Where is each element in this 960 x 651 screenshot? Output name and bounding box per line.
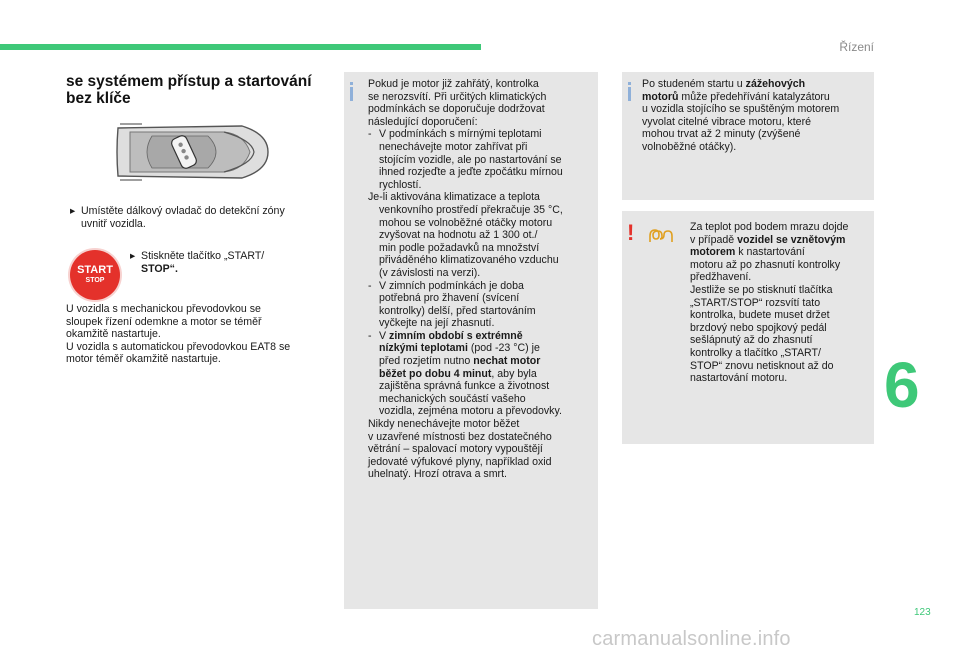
text-line: vyčkejte na její zhasnutí. [379,317,495,330]
text-line: zvyšovat na hodnotu až 1 300 ot./ [379,229,538,242]
chapter-number: 6 [884,349,920,421]
text-line: mohou se volnoběžné otáčky motoru [379,216,553,229]
bold-run: zimním období s extrémně [389,329,523,342]
text-line: Pokud je motor již zahřátý, kontrolka [368,78,539,90]
page-number: 123 [914,607,931,618]
info-box-warm-engine-text [368,78,596,481]
text-run: může předehřívání katalyzátoru [678,90,830,103]
bold-run: nechat motor [473,355,541,368]
warning-icon: ! [627,220,635,245]
paragraph-line: U vozidla s mechanickou převodovkou se [66,303,261,315]
bullet-arrow-icon: ▸ [130,250,136,262]
text-line: přiváděného klimatizovaného vzduchu [379,254,559,267]
text-line: uhelnatý. Hrozí otrava a smrt. [368,468,507,481]
text-line: kontrolka, budete muset držet [690,309,830,322]
list-item: - V podmínkách s mírnými teplotami nenechávejte motor zahřívat při stojícím vozidle, ale po nastartování se ihned rozjeďte a jeďte zpočátku mírnou rychlostí. [368,128,563,191]
text-line: kontrolky) delší, před startováním [379,304,536,317]
text-line: podmínkách se doporučuje dodržovat [368,103,545,116]
step-press-start [130,250,264,275]
list-item: - V zimním období s extrémně nízkými teplotami (pod -23 °C) je před rozjetím nutno nechat motor běžet po dobu 4 minut, aby byla zajištěna správná funkce a životnost mechanických součástí vašeho vozidla, zejména motoru a převodovky. [368,329,562,418]
text-line: nenechávejte motor zahřívat při [379,140,528,153]
stop-label: STOP [85,277,105,284]
text-run: k nastartování [735,246,805,259]
text-line: (v závislosti na verzi). [379,266,481,279]
text-line: větrání – spalovací motory vypouštějí [368,443,543,456]
info-icon [628,87,631,101]
info-icon [350,87,353,101]
warning-box-diesel-engine-text [690,221,872,385]
text-run: (pod -23 °C) je [467,342,540,355]
text-line: min podle požadavků na množství [379,241,540,254]
list-item: - V zimních podmínkách je doba potřebná pro žhavení (svícení kontrolky) delší, před startováním vyčkejte na její zhasnutí. [368,279,536,330]
text-line: motoru až po zhasnutí kontrolky [690,258,841,271]
text-line: následující doporučení: [368,115,478,128]
text-line: vyvolat citelné vibrace motoru, které [642,115,811,128]
text-run: před rozjetím nutno [379,355,474,368]
text-line: Za teplot pod bodem mrazu dojde [690,221,849,233]
text-line: ihned rozjeďte a jeďte zpočátku mírnou [379,166,563,179]
bullet-arrow-icon: ▸ [70,205,76,217]
text-line: vozidla, zejména motoru a převodovky. [379,405,562,418]
bold-run: zážehových [745,78,806,90]
text-line: u vozidla stojícího se spuštěným motorem [642,103,840,116]
step1-line-1: Umístěte dálkový ovladač do detekční zóny [81,205,285,217]
section-title: Řízení [839,40,874,54]
text-line: volnoběžné otáčky). [642,140,737,153]
text-run: v případě [690,233,738,246]
text-line: STOP“ znovu netisknout až do [690,359,834,372]
heading-line-2: bez klíče [66,90,131,107]
text-line: kontrolky a tlačítko „START/ [690,346,821,359]
bold-run: běžet po dobu 4 minut [379,367,492,380]
text-line: brzdový nebo spojkový pedál [690,321,827,334]
text-line: rychlostí. [379,178,422,191]
watermark: carmanualsonline.info [592,628,791,650]
page-heading [66,73,336,107]
text-line: v uzavřené místnosti bez dostatečného [368,430,552,443]
text-line: se nerozsvítí. Při určitých klimatických [368,90,547,103]
text-line: V podmínkách s mírnými teplotami [379,128,542,141]
text-line: mechanických součástí vašeho [379,392,526,405]
text-line: „START/STOP“ rozsvítí tato [690,296,821,309]
paragraph-line: U vozidla s automatickou převodovkou EAT8 se [66,340,291,353]
step-place-key [70,205,285,230]
step1-line-2: uvnitř vozidla. [81,217,146,230]
text-line: mohou trvat až 2 minuty (zvýšené [642,128,801,141]
text-line: venkovního prostředí překračuje 35 °C, [379,203,563,216]
text-line: potřebná pro žhavení (svícení [379,292,520,305]
info-box-petrol-engine-text [642,78,872,154]
text-line: zajištěna správná funkce a životnost [379,380,550,393]
step2-line-1: Stiskněte tlačítko „START/ [141,250,265,262]
text-line: jedovaté výfukové plyny, například oxid [368,455,552,468]
step2-line-2: STOP“. [141,262,178,275]
heading-line-1: se systémem přístup a startování [66,73,312,90]
step-press-start-text [141,250,264,275]
paragraph-line: okamžitě nastartuje. [66,328,161,341]
step-place-key-text [81,205,285,230]
bold-run: nízkými teplotami [379,342,468,355]
text-line: Nikdy nenechávejte motor běžet [368,418,520,431]
text-line: V zimních podmínkách je doba [379,279,524,292]
car-key-zone-illustration [112,120,272,184]
text-line: nastartování motoru. [690,372,788,385]
preheating-coil-icon [648,228,674,244]
start-stop-button-icon [70,250,120,300]
bold-run: motorem [690,246,736,259]
paragraph-line: motor téměř okamžitě nastartuje. [66,353,221,366]
list-item [368,204,596,280]
start-label: START [77,264,113,276]
top-accent-bar [0,44,481,50]
text-line: Je-li aktivována klimatizace a teplota [368,191,540,204]
text-run: , aby byla [491,367,537,380]
text-line: Jestliže se po stisknutí tlačítka [690,283,833,296]
paragraph-line: sloupek řízení odemkne a motor se téměř [66,315,262,328]
bold-run: vozidel se vznětovým [737,233,846,246]
text-line: stojícím vozidle, ale po nastartování se [379,153,562,166]
text-run: Po studeném startu u [642,78,746,90]
text-run: V [379,329,390,342]
text-line: sešlápnutý až do zhasnutí [690,334,813,347]
bold-run: motorů [642,90,679,103]
transmission-paragraph [66,303,290,366]
text-line: předžhavení. [690,271,752,284]
